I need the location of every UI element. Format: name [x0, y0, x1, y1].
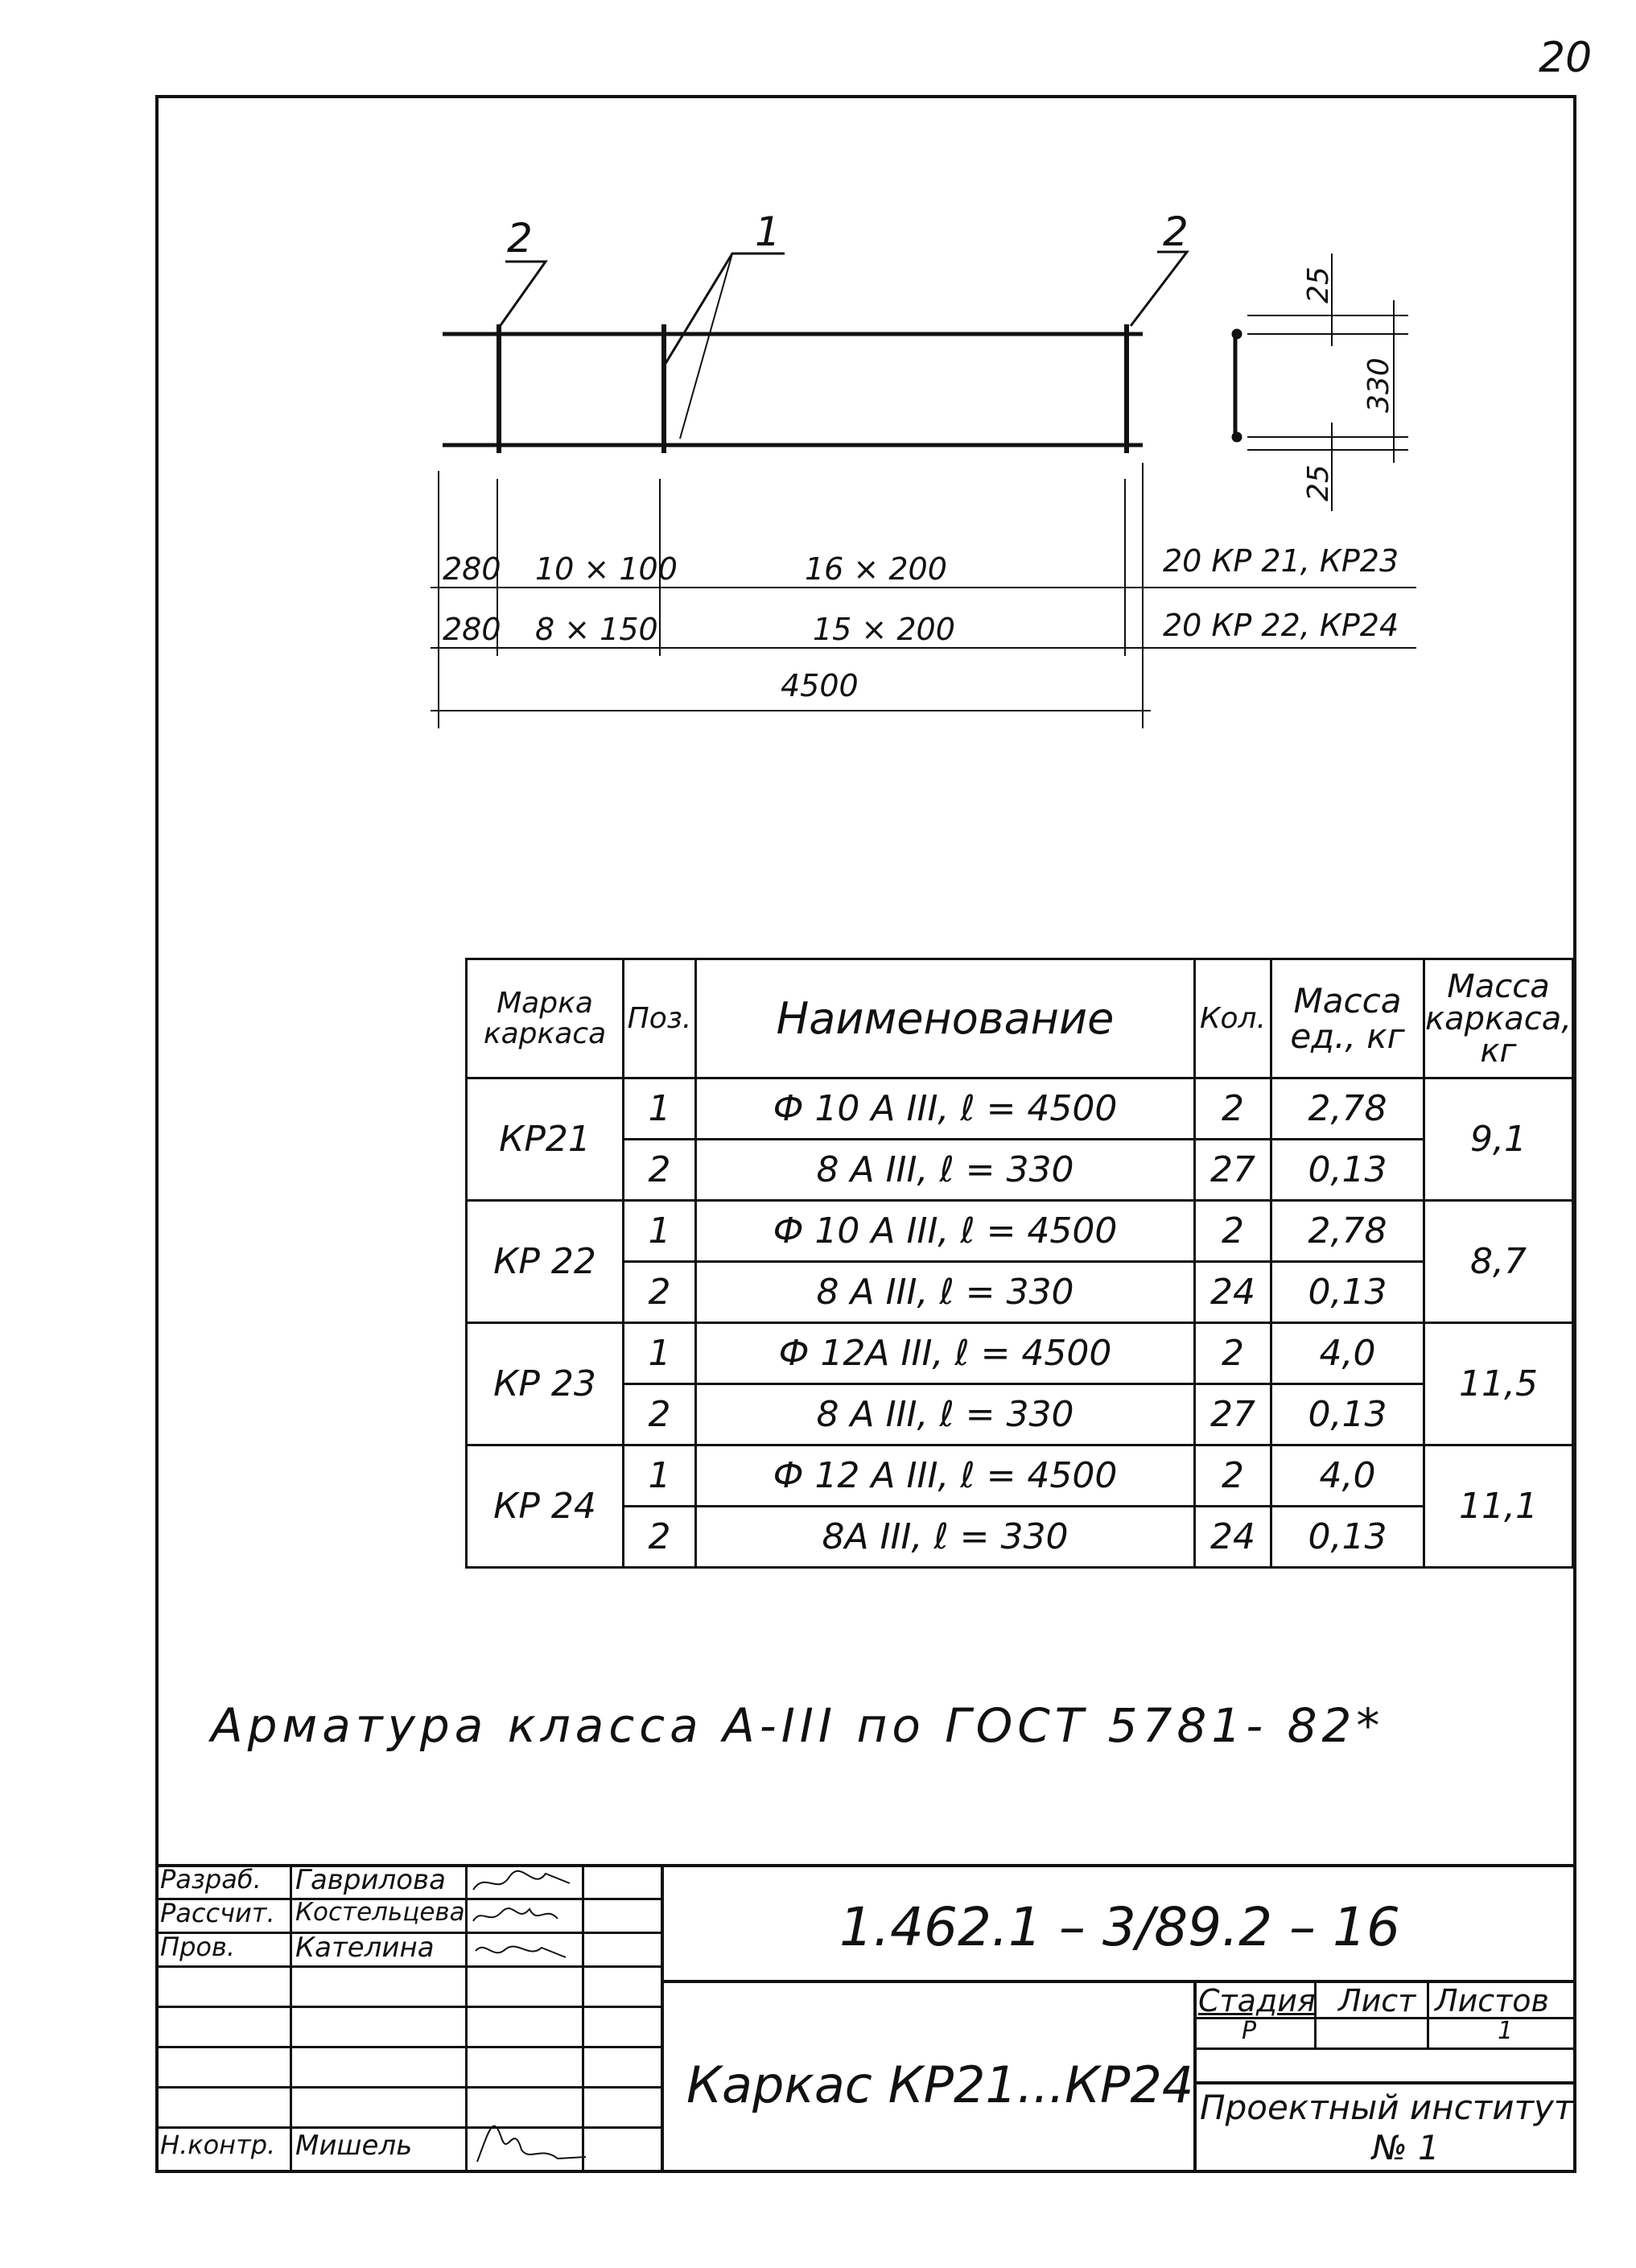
name-cell: 8А III, ℓ = 330 — [696, 1507, 1195, 1568]
role-checker: Пров. — [160, 1932, 235, 1962]
pos-cell: 2 — [624, 1140, 696, 1201]
table-row — [467, 1384, 1573, 1445]
dim-330: 330 — [1362, 357, 1395, 413]
unit-mass-cell: 4,0 — [1271, 1445, 1424, 1507]
title-block — [155, 1864, 1576, 2173]
sheets-value: 1 — [1498, 2017, 1514, 2045]
name-cell: Ф 12 А III, ℓ = 4500 — [696, 1445, 1195, 1507]
qty-cell: 2 — [1195, 1201, 1271, 1262]
pos-label-2-right: 2 — [1163, 208, 1189, 255]
signature-calculator — [469, 1901, 578, 1933]
unit-mass-cell: 0,13 — [1271, 1262, 1424, 1323]
dim-row1-c: 16 × 200 — [805, 551, 947, 587]
qty-cell: 24 — [1195, 1262, 1271, 1323]
reinforcement-drawing — [418, 205, 1448, 736]
name-cell: Ф 12А III, ℓ = 4500 — [696, 1323, 1195, 1384]
mark-cell: КР 24 — [467, 1445, 624, 1568]
qty-cell: 27 — [1195, 1140, 1271, 1201]
mark-cell: КР21 — [467, 1078, 624, 1201]
table-row — [467, 1140, 1573, 1201]
mark-cell: КР 22 — [467, 1201, 624, 1323]
name-developer: Гаврилова — [295, 1864, 446, 1896]
dim-total: 4500 — [781, 668, 859, 703]
header-mark: Марка каркаса — [467, 959, 624, 1078]
section-dot-bottom — [1232, 432, 1242, 442]
stage-label: Стадия — [1198, 1983, 1316, 2019]
sheet-number: 20 — [1539, 34, 1593, 82]
signature-developer — [469, 1867, 578, 1899]
unit-mass-cell: 0,13 — [1271, 1140, 1424, 1201]
frame-mass-cell: 11,5 — [1424, 1323, 1573, 1445]
unit-mass-cell: 2,78 — [1271, 1078, 1424, 1140]
signature-checker — [469, 1935, 578, 1967]
dim-25-bottom: 25 — [1302, 464, 1335, 501]
pos-cell: 2 — [624, 1384, 696, 1445]
leader-pos2-right — [1131, 252, 1187, 326]
pos-cell: 1 — [624, 1201, 696, 1262]
dim-row2-d: 20 КР 22, КР24 — [1163, 608, 1399, 643]
name-cell: Ф 10 А III, ℓ = 4500 — [696, 1078, 1195, 1140]
table-row — [467, 1323, 1573, 1384]
pos-cell: 2 — [624, 1507, 696, 1568]
dim-row2-c: 15 × 200 — [813, 612, 955, 647]
unit-mass-cell: 4,0 — [1271, 1323, 1424, 1384]
dim-row1-d: 20 КР 21, КР23 — [1163, 543, 1399, 579]
organization: Проектный институт — [1200, 2088, 1574, 2127]
header-name: Наименование — [696, 959, 1195, 1078]
qty-cell: 24 — [1195, 1507, 1271, 1568]
name-cell: 8 А III, ℓ = 330 — [696, 1262, 1195, 1323]
leader-pos1-b — [680, 254, 732, 439]
signature-norm-control — [469, 2105, 590, 2170]
table-row — [467, 1078, 1573, 1140]
frame-mass-cell: 9,1 — [1424, 1078, 1573, 1201]
leader-pos1-a — [664, 254, 785, 366]
pos-cell: 1 — [624, 1323, 696, 1384]
section-dot-top — [1232, 329, 1242, 339]
specification-table — [465, 958, 1574, 1569]
document-code: 1.462.1 – 3/89.2 – 16 — [839, 1896, 1400, 1958]
frame-mass-cell: 8,7 — [1424, 1201, 1573, 1323]
pos-label-1: 1 — [755, 208, 781, 255]
table-row — [467, 1262, 1573, 1323]
name-calculator: Костельцева — [295, 1898, 465, 1927]
organization-number: № 1 — [1372, 2128, 1440, 2167]
name-norm-control: Мишель — [295, 2130, 413, 2162]
pos-cell: 1 — [624, 1445, 696, 1507]
header-mass-frame: Масса каркаса, кг — [1424, 959, 1573, 1078]
pos-cell: 1 — [624, 1078, 696, 1140]
table-row — [467, 1507, 1573, 1568]
table-row — [467, 1445, 1573, 1507]
pos-label-2-left: 2 — [507, 215, 533, 262]
dim-row2-a: 280 — [443, 612, 501, 647]
leader-pos2-left — [499, 262, 546, 328]
name-cell: 8 А III, ℓ = 330 — [696, 1140, 1195, 1201]
unit-mass-cell: 2,78 — [1271, 1201, 1424, 1262]
role-norm-control: Н.контр. — [160, 2130, 276, 2160]
table-row — [467, 1201, 1573, 1262]
dim-25-top: 25 — [1302, 266, 1335, 303]
name-cell: 8 А III, ℓ = 330 — [696, 1384, 1195, 1445]
frame-mass-cell: 11,1 — [1424, 1445, 1573, 1568]
sheets-label: Листов — [1435, 1983, 1549, 2019]
role-developer: Разраб. — [160, 1864, 262, 1895]
pos-cell: 2 — [624, 1262, 696, 1323]
stage-value: Р — [1242, 2017, 1257, 2045]
drawing-title: Каркас КР21...КР24 — [686, 2056, 1194, 2114]
header-qty: Кол. — [1195, 959, 1271, 1078]
qty-cell: 2 — [1195, 1078, 1271, 1140]
dim-row1-a: 280 — [443, 551, 501, 587]
name-checker: Кателина — [295, 1932, 435, 1964]
qty-cell: 2 — [1195, 1445, 1271, 1507]
header-pos: Поз. — [624, 959, 696, 1078]
mark-cell: КР 23 — [467, 1323, 624, 1445]
dim-row1-b: 10 × 100 — [535, 551, 678, 587]
dim-row2-b: 8 × 150 — [535, 612, 658, 647]
name-cell: Ф 10 А III, ℓ = 4500 — [696, 1201, 1195, 1262]
unit-mass-cell: 0,13 — [1271, 1384, 1424, 1445]
unit-mass-cell: 0,13 — [1271, 1507, 1424, 1568]
header-mass-unit: Масса ед., кг — [1271, 959, 1424, 1078]
sheet-label: Лист — [1338, 1983, 1416, 2019]
qty-cell: 27 — [1195, 1384, 1271, 1445]
qty-cell: 2 — [1195, 1323, 1271, 1384]
reinforcement-note: Арматура класса А-III по ГОСТ 5781- 82* — [211, 1698, 1385, 1753]
role-calculator: Рассчит. — [160, 1898, 275, 1928]
